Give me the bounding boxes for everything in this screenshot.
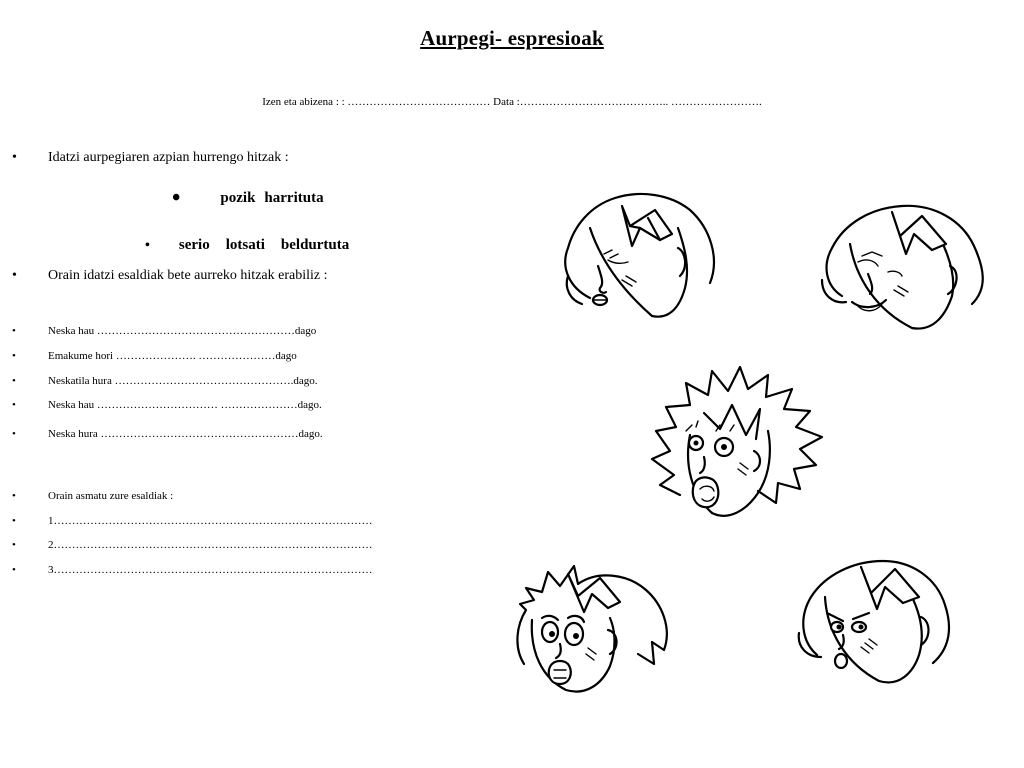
blank-line-2 [12, 539, 373, 551]
word-bank-row-2 [145, 237, 365, 254]
word-serio: serio [178, 237, 210, 253]
bullet: • [12, 375, 16, 387]
instruction-3 [12, 490, 173, 502]
sentence-3-text: Neskatila hura ………………………………………….dago. [48, 375, 318, 387]
sentence-2-text: Emakume hori …………………. …………………dago [48, 350, 297, 362]
instruction-1 [12, 150, 289, 166]
sleepy-girl-face-icon [560, 188, 720, 323]
blank-line-3 [12, 564, 373, 576]
angry-girl-face-icon [795, 555, 955, 690]
bullet: • [172, 185, 181, 211]
bullet: • [12, 564, 16, 576]
instruction-1-text: Idatzi aurpegiaren azpian hurrengo hitzak : [48, 150, 289, 165]
bullet: • [12, 428, 16, 440]
sentence-5 [12, 428, 323, 440]
blank-line-3-text: 3…………………………………………………………………………… [48, 564, 373, 576]
word-harrituta: harrituta [264, 189, 324, 206]
surprised-boy-face-icon [512, 560, 677, 695]
sentence-5-text: Neska hura ………………………………………………dago. [48, 428, 323, 440]
bullet: • [12, 539, 16, 551]
smiling-girl-face-icon [822, 200, 992, 335]
blank-line-1-text: 1…………………………………………………………………………… [48, 515, 373, 527]
blank-line-1 [12, 515, 373, 527]
scared-girl-face-icon [650, 365, 825, 520]
instruction-3-text: Orain asmatu zure esaldiak : [48, 490, 174, 502]
word-beldurtuta: beldurtuta [280, 237, 350, 253]
sentence-4-text: Neska hau …………………………… …………………dago. [48, 399, 322, 411]
bullet: • [12, 399, 16, 411]
sentence-4 [12, 399, 322, 411]
blank-line-2-text: 2…………………………………………………………………………… [48, 539, 373, 551]
bullet: • [12, 515, 16, 527]
name-date-line: Izen eta abizena : : ………………………………… Data :………………………………….. ……………………. [262, 96, 762, 108]
word-pozik: pozik [220, 189, 256, 206]
bullet: • [12, 150, 17, 165]
bullet: • [12, 490, 16, 502]
bullet: • [12, 325, 16, 337]
bullet: • [145, 237, 150, 253]
page-title: Aurpegi- espresioak [420, 26, 604, 50]
instruction-2-text: Orain idatzi esaldiak bete aurreko hitzak erabiliz : [48, 268, 328, 283]
instruction-2 [12, 268, 327, 284]
word-lotsati: lotsati [225, 237, 265, 253]
word-bank-row-1 [172, 186, 333, 210]
sentence-3 [12, 375, 317, 387]
sentence-2 [12, 350, 297, 362]
bullet: • [12, 268, 17, 283]
sentence-1 [12, 325, 316, 337]
sentence-1-text: Neska hau ………………………………………………dago [48, 325, 317, 337]
bullet: • [12, 350, 16, 362]
